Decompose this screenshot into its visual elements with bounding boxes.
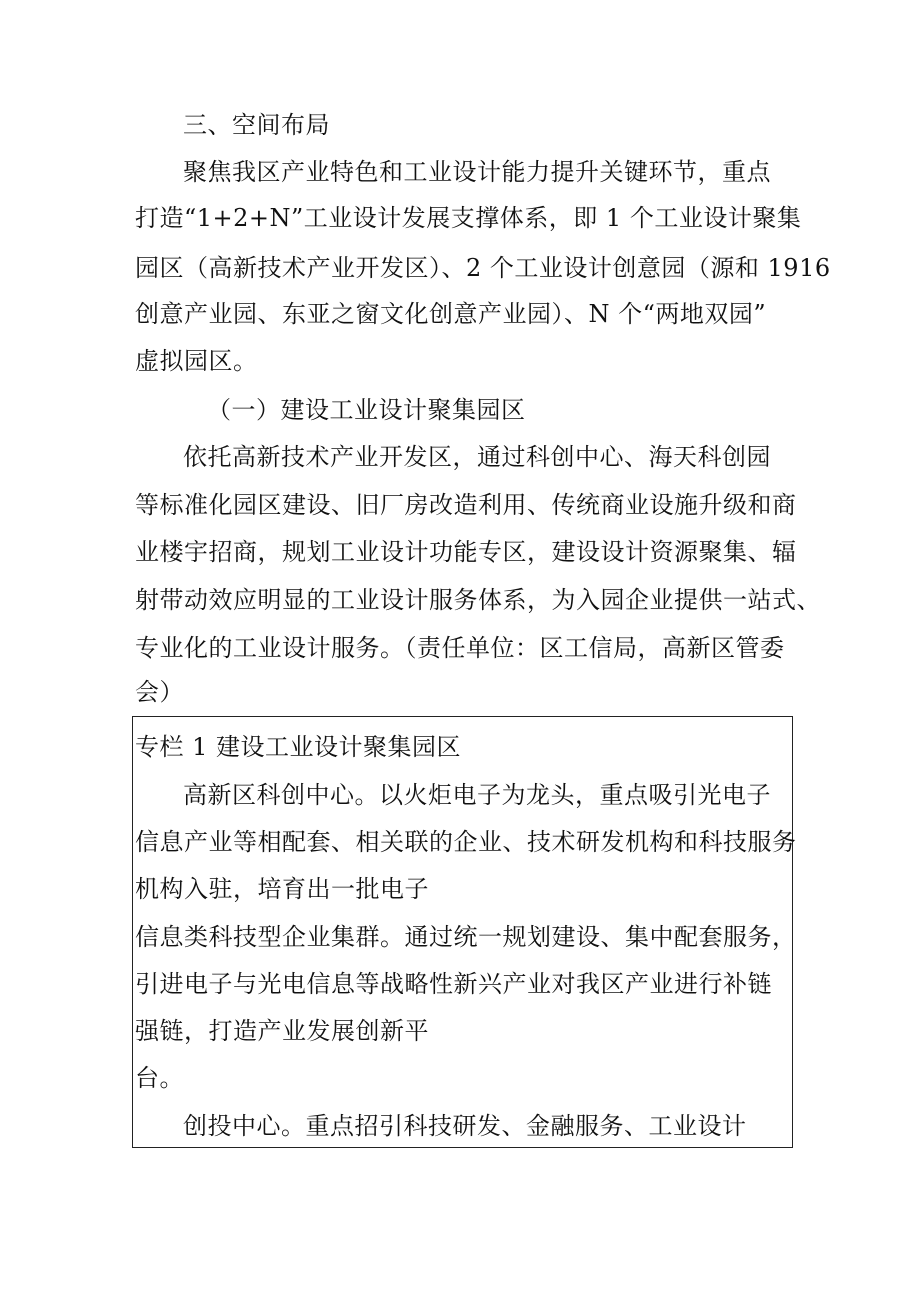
column-box-line: 信息产业等相配套、相关联的企业、技术研发机构和科技服务 [135,828,797,856]
column-box-line: 高新区科创中心。以火炬电子为龙头，重点吸引光电子 [183,781,771,809]
intro-line: 创意产业园、东亚之窗文化创意产业园）、N 个“两地双园” [135,300,767,328]
column-box-line: 台。 [135,1064,184,1092]
body-line: 会） [135,678,184,706]
column-box-line: 引进电子与光电信息等战略性新兴产业对我区产业进行补链 [135,970,772,998]
intro-line: 打造“1+2+N”工业设计发展支撑体系，即 1 个工业设计聚集 [135,204,802,232]
intro-line: 聚焦我区产业特色和工业设计能力提升关键环节，重点 [183,158,771,186]
column-box-line: 信息类科技型企业集群。通过统一规划建设、集中配套服务， [135,923,797,951]
body-line: 依托高新技术产业开发区，通过科创中心、海天科创园 [183,443,771,471]
intro-line: 园区（高新技术产业开发区）、2 个工业设计创意园（源和 1916 [135,254,831,282]
subsection-heading: （一）建设工业设计聚集园区 [207,396,526,424]
intro-line: 虚拟园区。 [135,347,258,375]
column-box-title: 专栏 1 建设工业设计聚集园区 [135,733,462,761]
body-line: 射带动效应明显的工业设计服务体系，为入园企业提供一站式、 [135,586,821,614]
column-box-line: 机构入驻，培育出一批电子 [135,875,429,903]
body-line: 业楼宇招商，规划工业设计功能专区，建设设计资源聚集、辐 [135,538,797,566]
section-heading: 三、空间布局 [183,111,330,139]
column-box-line: 创投中心。重点招引科技研发、金融服务、工业设计 [183,1112,747,1140]
body-line: 专业化的工业设计服务。（责任单位：区工信局，高新区管委 [135,634,785,662]
body-line: 等标准化园区建设、旧厂房改造利用、传统商业设施升级和商 [135,491,797,519]
column-box-line: 强链，打造产业发展创新平 [135,1017,429,1045]
